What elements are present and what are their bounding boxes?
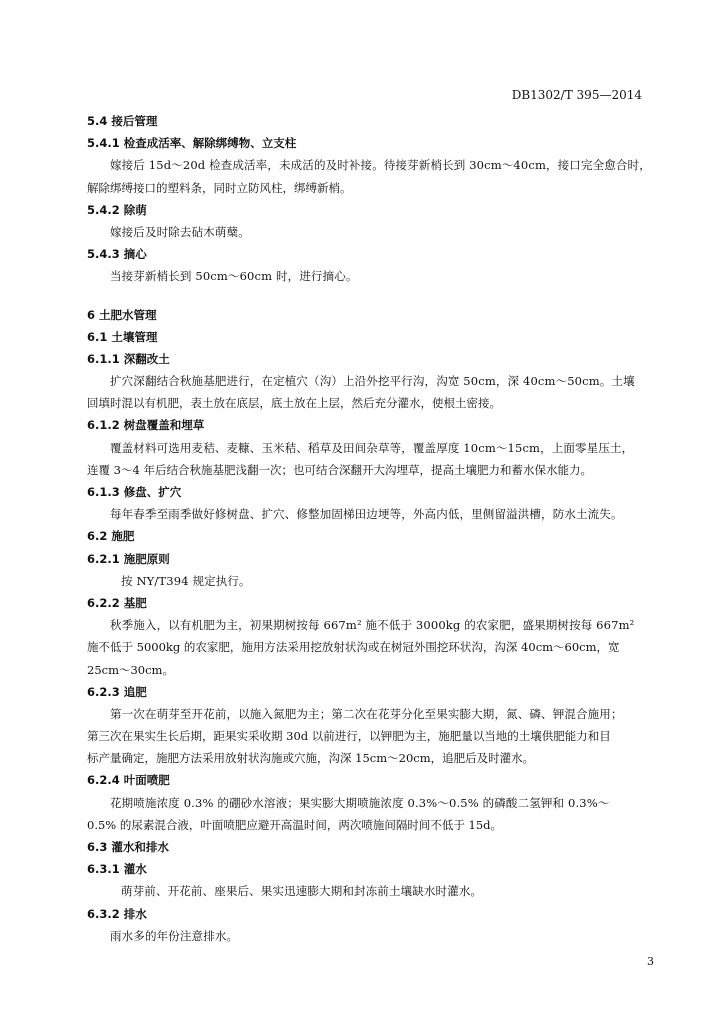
paragraph-line: 回填时混以有机肥，表土放在底层，底土放在上层，然后充分灌水，使根土密接。 (87, 396, 501, 411)
paragraph-line: 标产量确定，施肥方法采用放射状沟施或穴施，沟深 15cm～20cm，追肥后及时灌水。 (87, 751, 535, 766)
paragraph-line: 第三次在果实生长后期，距果实采收期 30d 以前进行，以钾肥为主，施肥量以当地的土壤供肥能力和目 (87, 729, 611, 744)
section-heading: 6.2.2 基肥 (87, 595, 147, 610)
paragraph-line: 花期喷施浓度 0.3% 的硼砂水溶液；果实膨大期喷施浓度 0.3%～0.5% 的磷酸二氢钾和 0.3%～ (110, 795, 610, 810)
paragraph-line: 0.5% 的尿素混合液，叶面喷肥应避开高温时间，两次喷施间隔时间不低于 15d。 (87, 817, 503, 832)
section-heading: 6.2.1 施肥原则 (87, 551, 170, 566)
section-heading: 6.2 施肥 (87, 529, 135, 544)
section-heading: 6.3.2 排水 (87, 906, 147, 921)
section-heading: 6.3.1 灌水 (87, 862, 147, 877)
paragraph-line: 每年春季至雨季做好修树盘、扩穴、修整加固梯田边埂等，外高内低，里侧留溢洪槽，防水土流失。 (110, 507, 623, 522)
paragraph-line: 第一次在萌芽至开花前，以施入氮肥为主；第二次在花芽分化至果实膨大期，氮、磷、钾混合施用； (110, 706, 623, 721)
paragraph-line: 施不低于 5000kg 的农家肥，施用方法采用挖放射状沟或在树冠外围挖环状沟，沟深 40cm～60cm，宽 (87, 640, 620, 655)
section-gap (87, 288, 659, 304)
page-number: 3 (647, 955, 654, 968)
paragraph-line: 当接芽新梢长到 50cm～60cm 时，进行摘心。 (110, 269, 358, 284)
section-heading: 6.1.1 深翻改土 (87, 351, 170, 366)
section-heading: 5.4 接后管理 (87, 114, 158, 128)
paragraph-line: 雨水多的年份注意排水。 (110, 928, 239, 943)
section-heading: 6.1.3 修盘、扩穴 (87, 485, 182, 499)
section-heading: 6.3 灌水和排水 (87, 840, 169, 854)
section-heading: 5.4.3 摘心 (87, 247, 147, 262)
section-heading: 6 土肥水管理 (87, 307, 157, 322)
paragraph-line: 25cm～30cm。 (87, 662, 174, 677)
section-heading: 5.4.1 检查成活率、解除绑缚物、立支柱 (87, 136, 297, 151)
section-heading: 5.4.2 除萌 (87, 202, 147, 217)
paragraph-line: 连覆 3～4 年后结合秋施基肥浅翻一次；也可结合深翻开大沟埋草，提高土壤肥力和蓄水保水能力。 (87, 462, 592, 477)
paragraph-line: 嫁接后及时除去砧木萌蘖。 (110, 224, 250, 239)
paragraph-line: 覆盖材料可选用麦秸、麦糠、玉米秸、稻草及田间杂草等，覆盖厚度 10cm～15cm，上面零星压土， (110, 440, 634, 455)
paragraph-line: 嫁接后 15d～20d 检查成活率，未成活的及时补接。待接芽新梢长到 30cm～40cm，接口完全愈合时， (110, 158, 651, 173)
paragraph-line: 扩穴深翻结合秋施基肥进行，在定植穴（沟）上沿外挖平行沟，沟宽 50cm，深 40cm～50cm。土壤 (110, 374, 635, 389)
paragraph-line: 解除绑缚接口的塑料条，同时立防风柱，绑缚新梢。 (87, 180, 352, 195)
paragraph-line: 按 NY/T394 规定执行。 (121, 573, 251, 588)
section-heading: 6.2.3 追肥 (87, 684, 147, 699)
section-heading: 6.1.2 树盘覆盖和埋草 (87, 418, 205, 433)
paragraph-line: 秋季施入，以有机肥为主，初果期树按每 667m² 施不低于 3000kg 的农家肥，盛果期树按每 667m² (110, 618, 635, 633)
section-heading: 6.2.4 叶面喷肥 (87, 773, 170, 788)
paragraph-line: 萌芽前、开花前、座果后、果实迅速膨大期和封冻前土壤缺水时灌水。 (121, 884, 483, 899)
document-body (87, 110, 659, 947)
document-code: DB1302/T 395—2014 (511, 88, 642, 102)
section-heading: 6.1 土壤管理 (87, 329, 158, 344)
